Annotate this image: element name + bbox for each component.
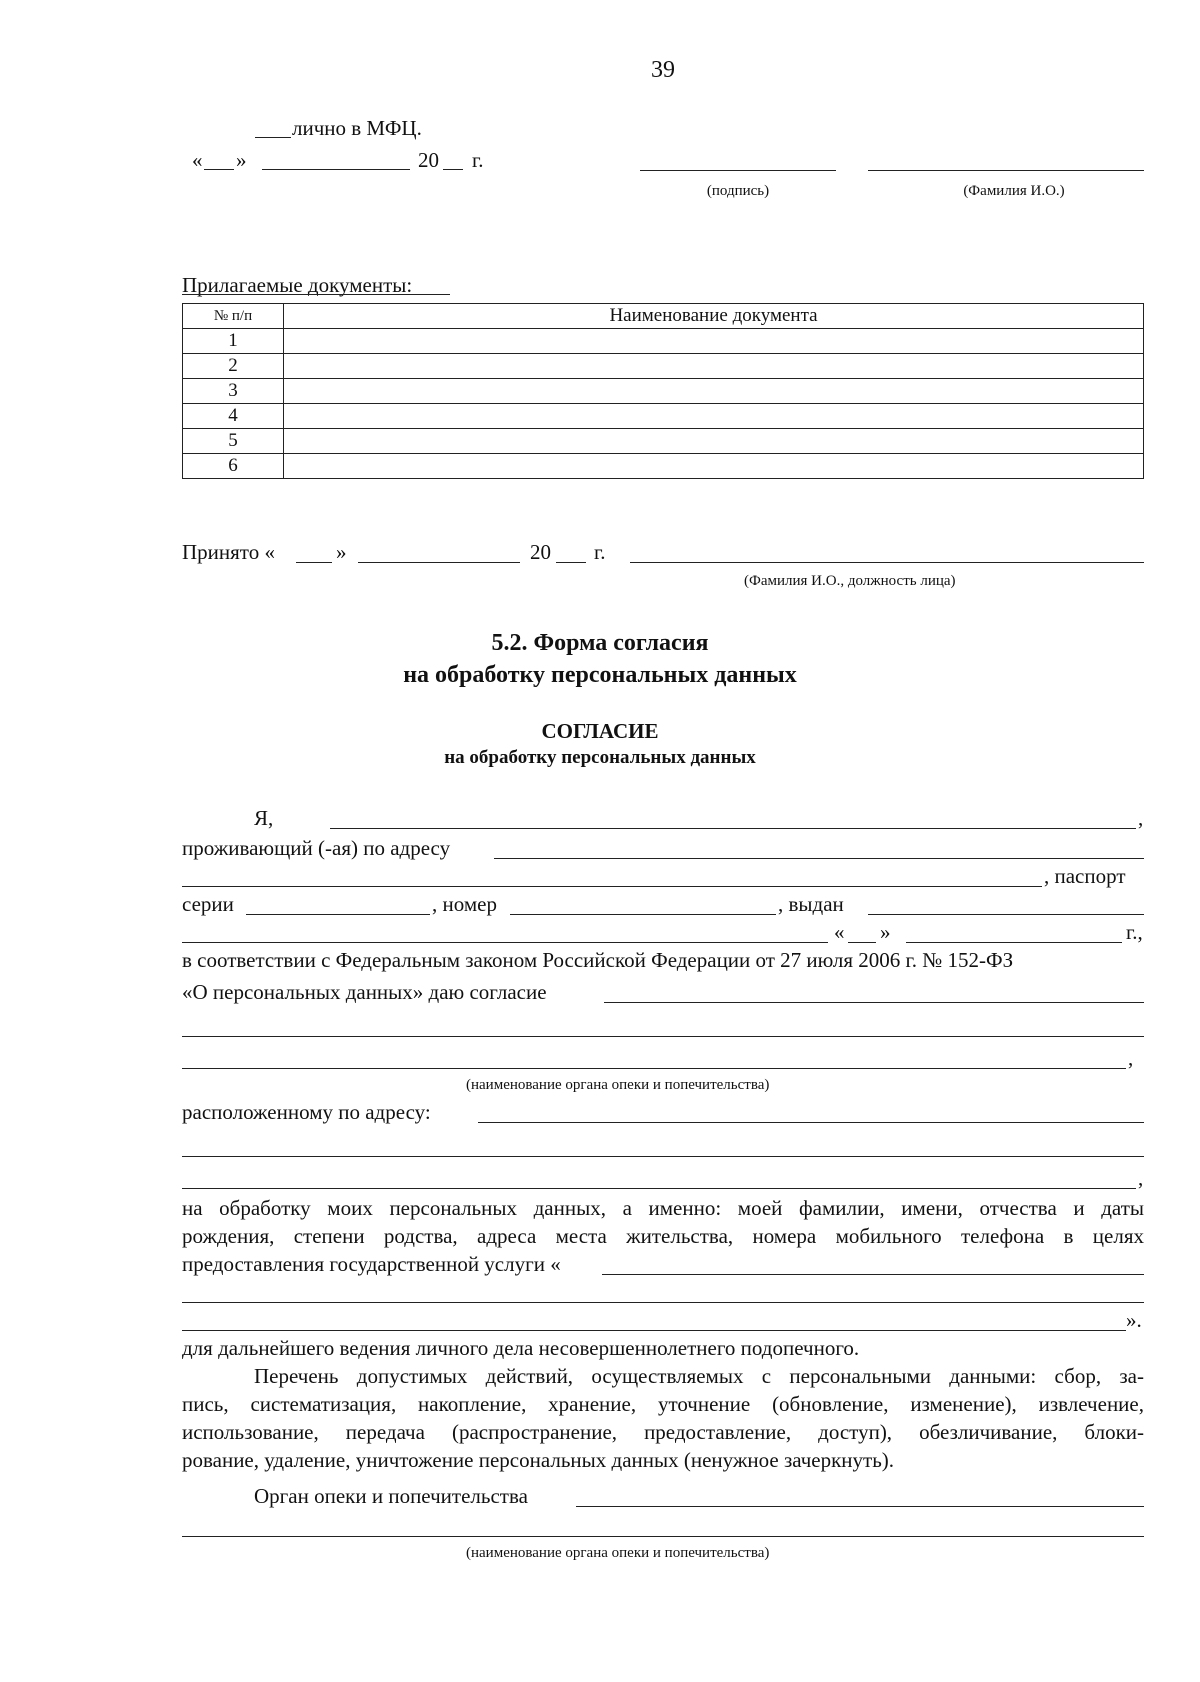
- accepted-label: Принято «: [182, 540, 275, 564]
- guardian-name-field[interactable]: [576, 1506, 1144, 1507]
- signature-line: [640, 170, 836, 171]
- issued-field[interactable]: [868, 914, 1144, 915]
- year-prefix: 20: [418, 148, 439, 172]
- consent-subheading: на обработку персональных данных: [444, 747, 756, 768]
- consent-text: «О персональных данных» даю согласие: [182, 980, 547, 1004]
- signature-caption: (подпись): [706, 183, 770, 199]
- accepted-month-blank: [358, 562, 520, 563]
- row-number: 2: [183, 354, 284, 379]
- org-address-field-2[interactable]: [182, 1156, 1144, 1157]
- row-number: 6: [183, 454, 284, 479]
- attached-docs-table: [182, 303, 1144, 479]
- guardian-label: Орган опеки и попечительства: [254, 1484, 528, 1508]
- passport-label: , паспорт: [1044, 864, 1126, 888]
- accepted-year-blank: [556, 562, 586, 563]
- guardian-org-field-2[interactable]: [182, 1036, 1144, 1037]
- date-close-quote: »: [236, 148, 247, 172]
- address-field[interactable]: [494, 858, 1144, 859]
- org-caption: (наименование органа опеки и попечительства): [466, 1077, 770, 1093]
- document-name-cell[interactable]: [284, 454, 1144, 479]
- guardian-org-field[interactable]: [604, 1002, 1144, 1003]
- section-title-line2: на обработку персональных данных: [403, 662, 797, 688]
- table-row: [183, 454, 1144, 479]
- accepted-official-line: [630, 562, 1144, 563]
- page-number: 39: [651, 57, 675, 83]
- blank-line: [255, 137, 291, 138]
- attached-title-underline: [182, 294, 450, 295]
- law-reference-text: в соответствии с Федеральным законом Российской Федерации от 27 июля 2006 г. № 152-ФЗ: [182, 948, 1014, 972]
- section-title-line1: 5.2. Форма согласия: [491, 630, 709, 656]
- address-field-continued[interactable]: [182, 886, 1042, 887]
- document-name-cell[interactable]: [284, 404, 1144, 429]
- document-name-cell[interactable]: [284, 429, 1144, 454]
- purpose-text-line3: предоставления государственной услуги «: [182, 1252, 561, 1276]
- series-field[interactable]: [246, 914, 430, 915]
- day-blank: [204, 169, 234, 170]
- number-label: , номер: [432, 892, 497, 916]
- month-blank: [262, 169, 410, 170]
- purpose-text-line1: на обработку моих персональных данных, а именно: моей фамилии, имени, отчества и даты: [182, 1196, 1144, 1220]
- accepted-caption: (Фамилия И.О., должность лица): [744, 573, 956, 589]
- document-name-cell[interactable]: [284, 329, 1144, 354]
- guardian-caption: (наименование органа опеки и попечительства): [466, 1545, 770, 1561]
- guardian-name-field-2[interactable]: [182, 1536, 1144, 1537]
- full-name-field[interactable]: [330, 828, 1136, 829]
- row-number: 4: [183, 404, 284, 429]
- issued-year-suffix: г.,: [1126, 920, 1143, 944]
- document-name-cell[interactable]: [284, 354, 1144, 379]
- year-blank: [443, 169, 463, 170]
- table-row: [183, 429, 1144, 454]
- accepted-year-prefix: 20: [530, 540, 551, 564]
- table-row: [183, 379, 1144, 404]
- quote-close: ».: [1126, 1308, 1142, 1332]
- name-caption: (Фамилия И.О.): [963, 183, 1065, 199]
- col-number-header: № п/п: [183, 304, 284, 329]
- consent-heading: СОГЛАСИЕ: [541, 719, 659, 743]
- located-address-label: расположенному по адресу:: [182, 1100, 431, 1124]
- comma: ,: [1138, 806, 1144, 830]
- table-row: [183, 404, 1144, 429]
- living-address-label: проживающий (-ая) по адресу: [182, 836, 451, 860]
- further-text: для дальнейшего ведения личного дела несовершеннолетнего подопечного.: [182, 1336, 860, 1360]
- service-name-field-3[interactable]: [182, 1330, 1126, 1331]
- name-line: [868, 170, 1144, 171]
- table-header-row: [183, 304, 1144, 329]
- row-number: 1: [183, 329, 284, 354]
- guardian-org-field-3[interactable]: [182, 1068, 1126, 1069]
- table-row: [183, 329, 1144, 354]
- comma: ,: [1138, 1166, 1144, 1190]
- actions-text-line3: использование, передача (распространение, предоставление, доступ), обезличивание, блоки-: [182, 1420, 1144, 1444]
- issued-month-year-field[interactable]: [906, 942, 1122, 943]
- document-name-cell[interactable]: [284, 379, 1144, 404]
- actions-text-line2: пись, систематизация, накопление, хранение, уточнение (обновление, изменение), извлечение,: [182, 1392, 1144, 1416]
- actions-text-line1: Перечень допустимых действий, осуществляемых с персональными данными: сбор, за-: [254, 1364, 1144, 1388]
- issued-by-field[interactable]: [182, 942, 828, 943]
- row-number: 5: [183, 429, 284, 454]
- table-row: [183, 354, 1144, 379]
- accepted-year-suffix: г.: [594, 540, 606, 564]
- personal-delivery-text: лично в МФЦ.: [292, 116, 422, 140]
- date-open-quote: «: [192, 148, 203, 172]
- i-label: Я,: [254, 806, 274, 830]
- col-name-header: Наименование документа: [284, 304, 1144, 329]
- service-name-field-2[interactable]: [182, 1302, 1144, 1303]
- issued-date-open: «: [834, 920, 845, 944]
- number-field[interactable]: [510, 914, 776, 915]
- issued-day-field[interactable]: [848, 942, 876, 943]
- org-address-field[interactable]: [478, 1122, 1144, 1123]
- accepted-close-quote: »: [336, 540, 347, 564]
- org-address-field-3[interactable]: [182, 1188, 1136, 1189]
- service-name-field[interactable]: [602, 1274, 1144, 1275]
- comma: ,: [1128, 1046, 1134, 1070]
- accepted-day-blank: [296, 562, 332, 563]
- row-number: 3: [183, 379, 284, 404]
- issued-label: , выдан: [778, 892, 844, 916]
- actions-text-line4: рование, удаление, уничтожение персональных данных (ненужное зачеркнуть).: [182, 1448, 895, 1472]
- attached-docs-title: Прилагаемые документы:: [182, 273, 413, 297]
- purpose-text-line2: рождения, степени родства, адреса места жительства, номера мобильного телефона в целях: [182, 1224, 1144, 1248]
- issued-date-close: »: [880, 920, 891, 944]
- year-suffix: г.: [472, 148, 484, 172]
- series-label: серии: [182, 892, 234, 916]
